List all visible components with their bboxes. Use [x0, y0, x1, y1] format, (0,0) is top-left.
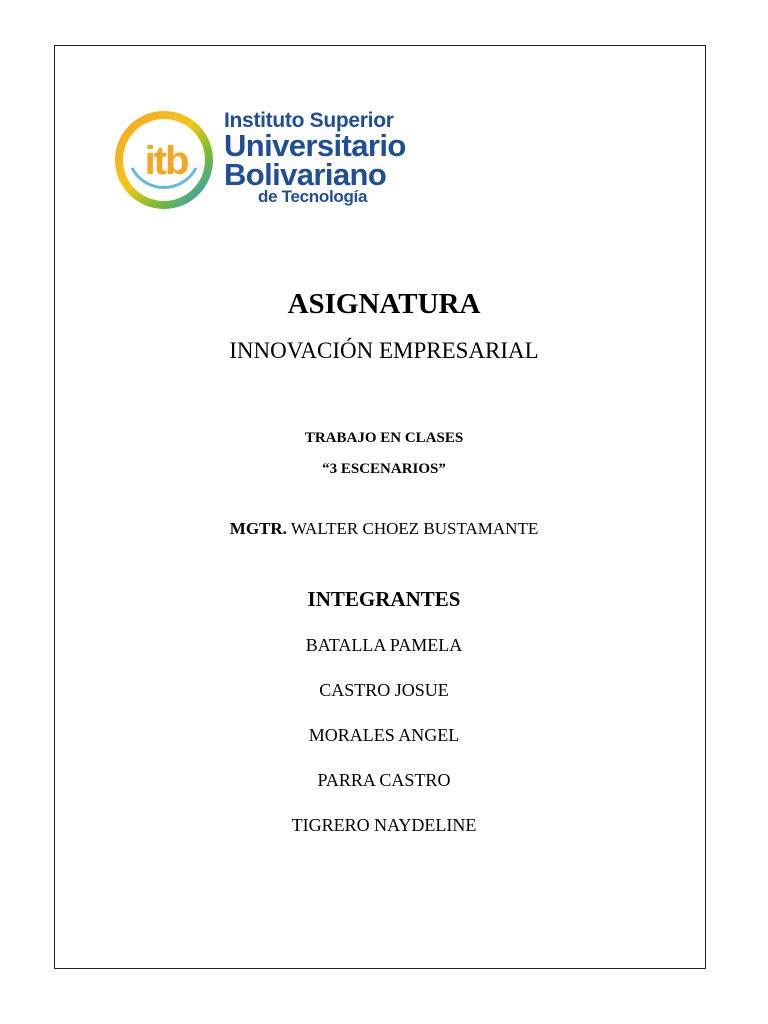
logo-mark-text: itb: [144, 139, 188, 183]
teacher-name: WALTER CHOEZ BUSTAMANTE: [290, 519, 539, 538]
members-heading: INTEGRANTES: [307, 587, 461, 611]
work-title: TRABAJO EN CLASES: [304, 430, 464, 446]
member-item: TIGRERO NAYDELINE: [291, 815, 477, 835]
subject-name: INNOVACIÓN EMPRESARIAL: [229, 338, 539, 363]
work-subtitle: “3 ESCENARIOS”: [322, 461, 446, 477]
member-item: PARRA CASTRO: [317, 770, 451, 790]
institution-line-4: de Tecnología: [258, 187, 368, 206]
institution-line-3: Bolivariano: [224, 157, 387, 192]
institution-logo: [112, 108, 432, 212]
itb-logo-icon: [112, 108, 216, 212]
member-item: CASTRO JOSUE: [319, 680, 449, 700]
member-item: MORALES ANGEL: [308, 725, 460, 745]
institution-line-2: Universitario: [224, 128, 406, 163]
institution-line-1: Instituto Superior: [224, 109, 394, 132]
member-item: BATALLA PAMELA: [305, 635, 463, 655]
teacher-line: [54, 519, 714, 539]
subject-heading: ASIGNATURA: [287, 288, 481, 320]
teacher-title: MGTR.: [229, 519, 287, 538]
